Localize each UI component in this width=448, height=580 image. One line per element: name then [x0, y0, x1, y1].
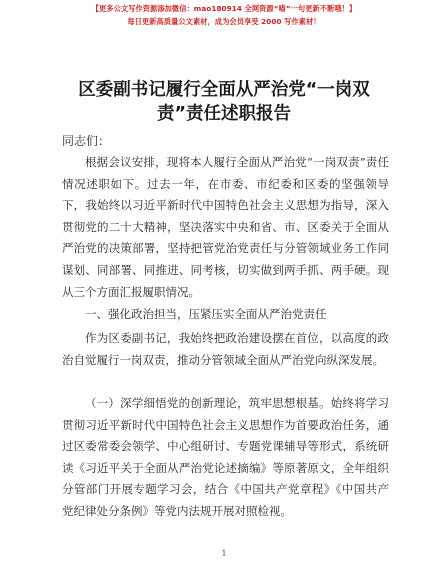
body-paragraph-1: 根据会议安排，现将本人履行全面从严治党“一岗双责”责任情况述职如下。过去一年，在市委、市纪委和区委的坚强领导下，我始终以习近平新时代中国特色社会主义思想为指导，深入贯彻党的二十大精神，坚决落实中央和省、市、区委关于全面从严治党的决策部署，坚持把管党治党责任与分管领域业务工作同谋划、同部署、同推进、同考核，切实做到两手抓、两手硬。现从三个方面汇报履职情况。: [62, 155, 389, 299]
page-number: 1: [221, 549, 227, 558]
salutation: 同志们：: [62, 134, 111, 148]
promo-banner-line-1: 【更多公文写作资源添加微信：mao180914 全网资源“喵”一句更新不断哦！】: [91, 4, 357, 13]
section-heading-1: 一、强化政治担当，压紧压实全面从严治党责任: [85, 307, 327, 321]
body-paragraph-2: 作为区委副书记，我始终把政治建设摆在首位，以高度的政治自觉履行一岗双责，推动分管领域全面从严治党向纵深发展。: [62, 331, 389, 367]
promo-banner-line-2: 每日更新高质量公文素材，成为会员享受 2000 写作素材！: [127, 17, 321, 26]
document-title: 区委副书记履行全面从严治党“一岗双责”责任述职报告: [78, 80, 370, 124]
body-paragraph-3: （一）深学细悟党的创新理论，筑牢思想根基。始终将学习贯彻习近平新时代中国特色社会主义思想作为首要政治任务，通过区委常委会领学、中心组研讨、专题党课辅导等形式，系统研读《习近平关于全面从严治党论述摘编》等原著原文，全年组织分管部门开展专题学习会，结合《中国共产党章程》《中国共产党纪律处分条例》等党内法规开展对照检视。: [62, 396, 389, 518]
